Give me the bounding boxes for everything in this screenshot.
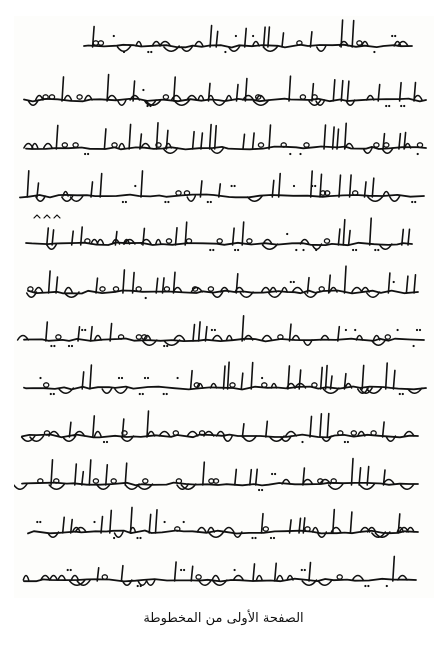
manuscript-line [18, 316, 424, 347]
manuscript-handwriting [14, 16, 434, 598]
manuscript-line [24, 75, 426, 108]
manuscript-line [14, 459, 418, 492]
manuscript-line [24, 123, 426, 155]
manuscript-line [24, 362, 426, 395]
manuscript-line [28, 507, 418, 539]
manuscript-line [27, 266, 418, 299]
manuscript-line [23, 556, 416, 587]
manuscript-line [26, 218, 412, 251]
manuscript-line [84, 20, 412, 53]
manuscript-line [20, 171, 424, 203]
manuscript-line [22, 411, 418, 443]
page-caption: الصفحة الأولى من المخطوطة [143, 611, 304, 626]
margin-mark [34, 215, 60, 218]
manuscript-page-image [14, 16, 434, 598]
